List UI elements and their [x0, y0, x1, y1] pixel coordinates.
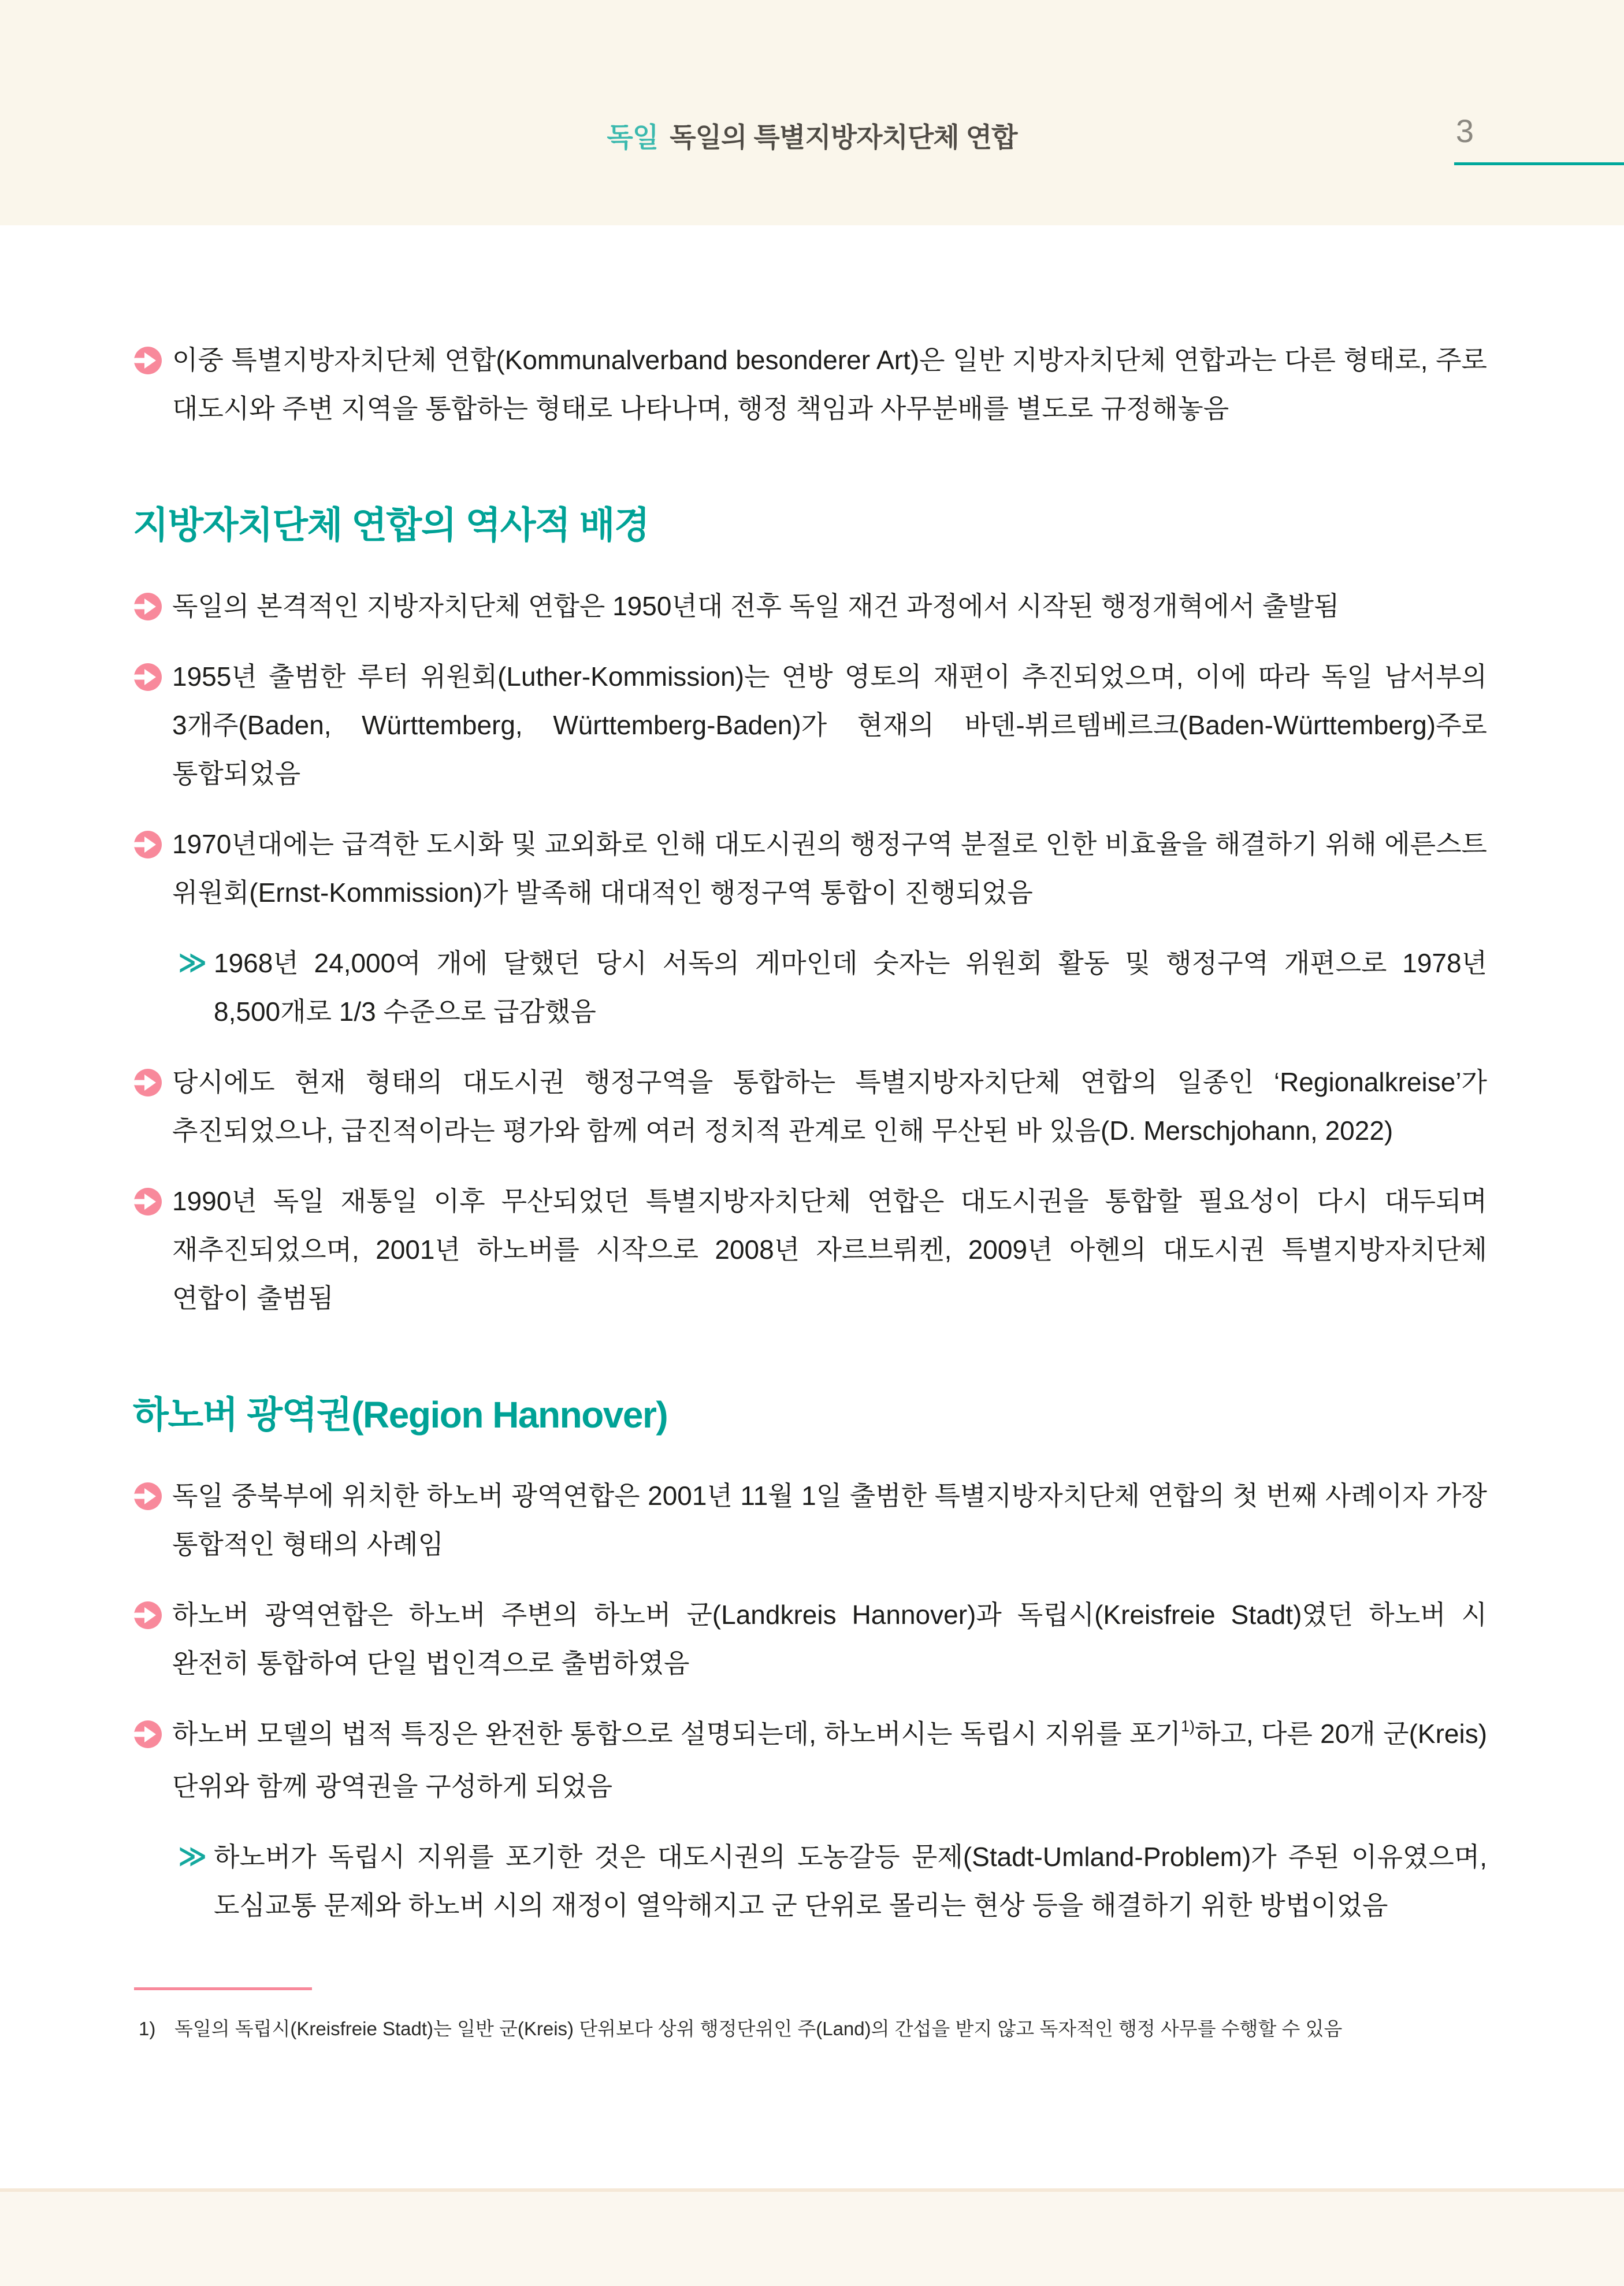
page-number: 3 [1455, 113, 1474, 149]
bullet-text-segment: 하고, 다른 20개 군(Kreis) 단위와 함께 광역권을 구성하게 되었음 [172, 1719, 1488, 1801]
section-heading: 하노버 광역권(Region Hannover) [133, 1394, 668, 1436]
bullet-item [133, 1709, 1487, 1811]
arrow-circle-icon [133, 1720, 162, 1749]
content-area [133, 225, 1487, 2042]
bullet-item [133, 1058, 1487, 1155]
page-header [0, 0, 1624, 225]
bullet-item [133, 820, 1487, 917]
footnote-marker: 1) [139, 2018, 156, 2039]
bullet-item [133, 1177, 1487, 1322]
sub-bullet-item [178, 1832, 1487, 1930]
footnote-rule [134, 1987, 312, 1990]
bullet-text: 독일의 본격적인 지방자치단체 연합은 1950년대 전후 독일 재건 과정에서 시작된 행정개혁에서 출발됨 [172, 591, 1340, 621]
bullet-text [172, 1709, 1487, 1811]
bullet-text: 독일 중북부에 위치한 하노버 광역연합은 2001년 11월 1일 출범한 특별지방자치단체 연합의 첫 번째 사례이자 가장 통합적인 형태의 사례임 [172, 1481, 1487, 1559]
arrow-circle-icon [133, 663, 162, 692]
arrow-circle-icon [133, 1068, 162, 1097]
arrow-circle-icon [133, 830, 162, 859]
bullet-item [133, 1590, 1487, 1687]
sub-bullet-item [178, 939, 1487, 1036]
header-title [0, 116, 1624, 155]
arrow-circle-icon [133, 1187, 162, 1216]
arrow-circle-icon [133, 1482, 162, 1511]
bullet-text: 1955년 출범한 루터 위원회(Luther-Kommission)는 연방 영토의 재편이 추진되었으며, 이에 따라 독일 남서부의 3개주(Baden, Württemberg, Württemberg-Baden)가 현재의 바덴-뷔르템베르크(Baden-Württemberg)주로 통합되었음 [172, 661, 1487, 789]
arrow-circle-icon [133, 1601, 162, 1630]
page-number-rule [1454, 162, 1624, 165]
page-footer [0, 2188, 1624, 2286]
bullet-text: 1970년대에는 급격한 도시화 및 교외화로 인해 대도시권의 행정구역 분절로 인한 비효율을 해결하기 위해 에른스트 위원회(Ernst-Kommission)가 발족해 대대적인 행정구역 통합이 진행되었음 [172, 829, 1487, 908]
chevron-double-icon: ≫ [178, 947, 207, 978]
chevron-double-icon: ≫ [178, 1841, 207, 1872]
section-heading: 지방자치단체 연합의 역사적 배경 [133, 504, 649, 546]
arrow-circle-icon [133, 346, 162, 375]
footnote [139, 2016, 1487, 2042]
sub-bullet-text: 1968년 24,000여 개에 달했던 당시 서독의 게마인데 숫자는 위원회 활동 및 행정구역 개편으로 1978년 8,500개로 1/3 수준으로 급감했음 [214, 948, 1487, 1027]
bullet-item [133, 1471, 1487, 1568]
bullet-text: 이중 특별지방자치단체 연합(Kommunalverband besonderer Art)은 일반 지방자치단체 연합과는 다른 형태로, 주로 대도시와 주변 지역을 통합하는 형태로 나타나며, 행정 책임과 사무분배를 별도로 규정해놓음 [172, 345, 1487, 423]
bullet-item [133, 652, 1487, 798]
footnote-reference: 1) [1180, 1718, 1195, 1735]
sub-bullet-text: 하노버가 독립시 지위를 포기한 것은 대도시권의 도농갈등 문제(Stadt-Umland-Problem)가 주된 이유였으며, 도심교통 문제와 하노버 시의 재정이 열악해지고 군 단위로 몰리는 현상 등을 해결하기 위한 방법이었음 [214, 1842, 1487, 1920]
bullet-item [133, 582, 1487, 630]
arrow-circle-icon [133, 592, 162, 621]
footnote-text: 독일의 독립시(Kreisfreie Stadt)는 일반 군(Kreis) 단위보다 상위 행정단위인 주(Land)의 간섭을 받지 않고 독자적인 행정 사무를 수행할 수 있음 [174, 2018, 1343, 2039]
country-tag: 독일 [607, 122, 659, 153]
bullet-text: 당시에도 현재 형태의 대도시권 행정구역을 통합하는 특별지방자치단체 연합의 일종인 ‘Regionalkreise’가 추진되었으나, 급진적이라는 평가와 함께 여러 정치적 관계로 인해 무산된 바 있음(D. Merschjohann, 2022) [172, 1067, 1487, 1146]
document-title: 독일의 특별지방자치단체 연합 [670, 122, 1017, 153]
bullet-item [133, 336, 1487, 433]
bullet-text: 1990년 독일 재통일 이후 무산되었던 특별지방자치단체 연합은 대도시권을 통합할 필요성이 다시 대두되며 재추진되었으며, 2001년 하노버를 시작으로 2008년 자르브뤼켄, 2009년 아헨의 대도시권 특별지방자치단체 연합이 출범됨 [172, 1186, 1487, 1313]
bullet-text-segment: 하노버 모델의 법적 특징은 완전한 통합으로 설명되는데, 하노버시는 독립시 지위를 포기 [172, 1719, 1181, 1749]
bullet-text: 하노버 광역연합은 하노버 주변의 하노버 군(Landkreis Hannover)과 독립시(Kreisfreie Stadt)였던 하노버 시 완전히 통합하여 단일 법인격으로 출범하였음 [172, 1600, 1487, 1678]
